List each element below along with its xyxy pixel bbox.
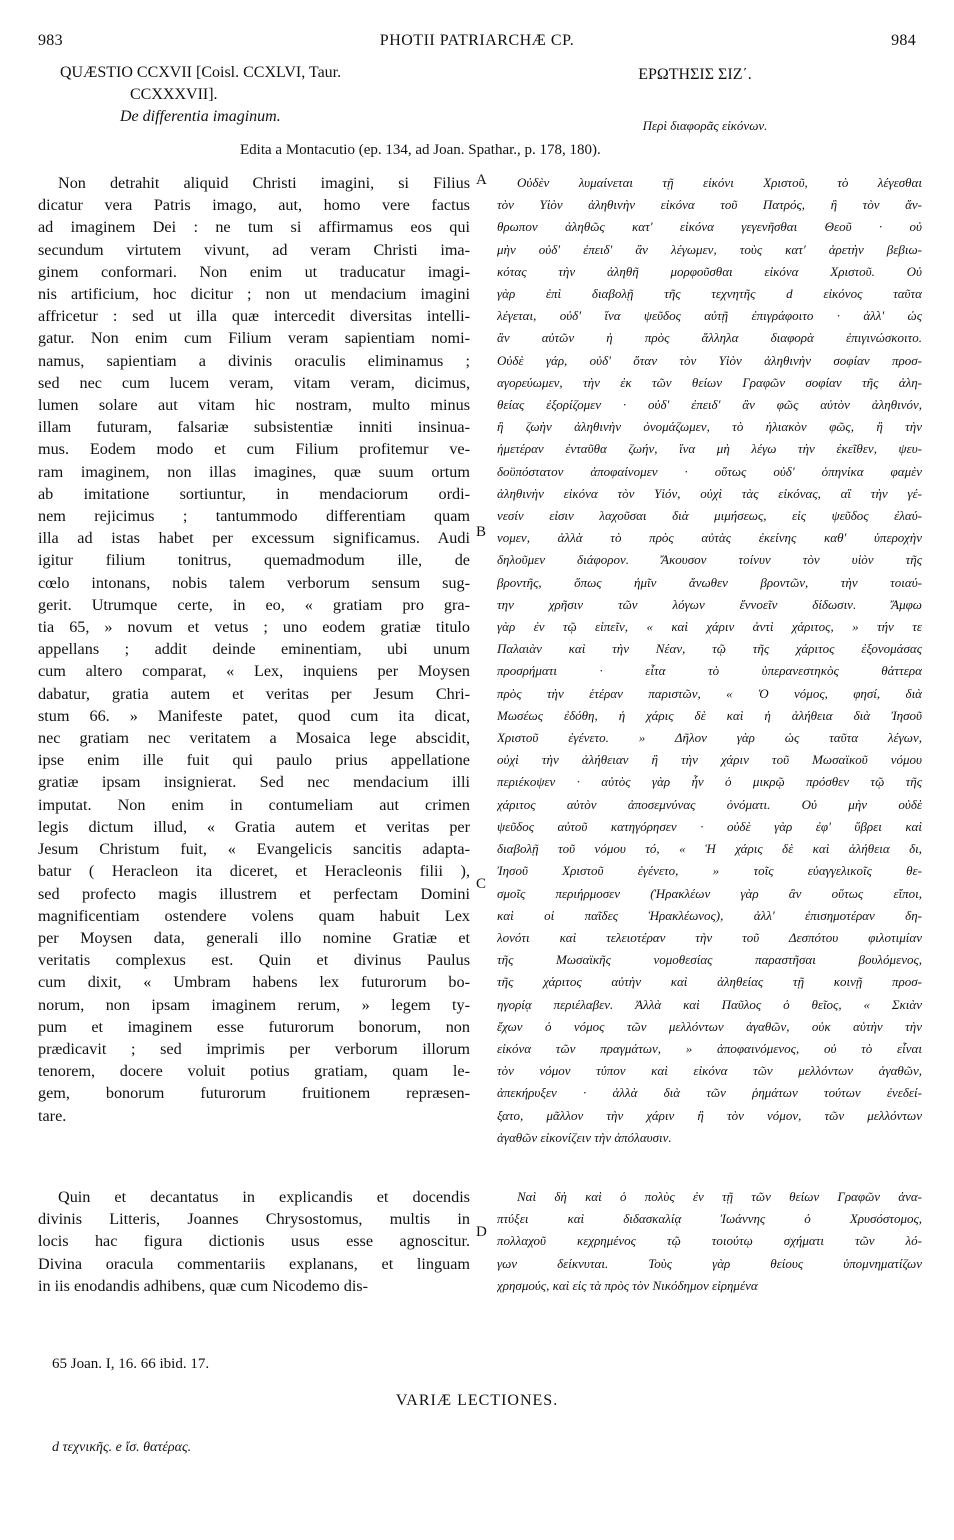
text-line: εἰκόνα τῶν πραγμάτων, » ἀποφαινόμενος, οὐ τὸ εἶναι bbox=[497, 1040, 922, 1056]
text-line: pum et imaginem esse futurorum bonorum, non bbox=[38, 1017, 470, 1036]
text-line: Παλαιὰν καὶ τὴν Νέαν, τῷ τῆς χάριτος ἐξονομάσας bbox=[497, 641, 922, 657]
latin-column-paragraph-2 bbox=[38, 1186, 470, 1297]
text-line: nec gratiam nec veritatem a Mosaica lege abscidit, bbox=[38, 729, 470, 748]
text-line: secundum virtutem vivunt, ad veram Christi ima- bbox=[38, 240, 470, 259]
text-line: τῆς χάριτος αὐτὴν καὶ ἀληθείας τῇ κοινῇ προσ- bbox=[497, 974, 922, 990]
page-number-left: 983 bbox=[38, 32, 63, 49]
text-line: illa ad istas habet per excessum significamus. Audi bbox=[38, 529, 470, 548]
text-line: ψεῦδος αὐτοῦ κατηγόρησεν · οὐδὲ γὰρ ἐφ' ὕβρει καὶ bbox=[497, 818, 922, 834]
variae-lectiones-heading: VARIÆ LECTIONES. bbox=[395, 1392, 559, 1409]
text-line: θείας ἐξορίζομεν · οὐδ' ἐπειδ' ἂν φῶς αὐτὸν ἀληθινόν, bbox=[497, 397, 922, 413]
text-line: ἀγαθῶν εἰκονίζειν τὴν ἀπόλαυσιν. bbox=[497, 1129, 672, 1145]
text-line: magnificentiam ostendere volens quam habuit Lex bbox=[38, 906, 470, 925]
text-line: χάριτος αὐτὸν ἀποσεμνύνας ὀνόματι. Οὐ μὴν οὐδὲ bbox=[497, 796, 922, 812]
text-line: την χρῆσιν τῶν λόγων ἔννοεῖν δίδωσιν. Ἄμφω bbox=[497, 596, 922, 612]
text-line: ab imitatione sortiuntur, in mendaciorum ordi- bbox=[38, 484, 470, 503]
page-number-right: 984 bbox=[891, 32, 916, 49]
text-line: ἢ ζωὴν ἀληθινὴν ὀνομάζωμεν, τὸ ἡλιακὸν φῶς, ἢ τὴν bbox=[497, 419, 922, 435]
text-line: divinis Litteris, Joannes Chrysostomus, multis in bbox=[38, 1210, 470, 1229]
text-line: affricetur : sed ut illa quæ intercedit diversitas intelli- bbox=[38, 307, 470, 326]
text-line: ad imaginem Dei : ne tum si affirmamus eos qui bbox=[38, 218, 470, 237]
text-line: πρὸς τὴν ἑτέραν παριστῶν, « Ὁ νόμος, φησί, διὰ bbox=[497, 685, 922, 701]
text-line: Μωσέως ἐδόθη, ἡ χάρις δὲ καὶ ἡ ἀλήθεια διὰ Ἰησοῦ bbox=[497, 707, 922, 723]
text-line: γων δείκνυται. Τοὺς γὰρ θείους ὑπομνηματίζων bbox=[497, 1255, 922, 1271]
text-line: νεσίν εἰσιν λαχοῦσαι διὰ μιμήσεως, εἰς ψεῦδος ἐλαύ- bbox=[497, 508, 922, 524]
text-line: ηγορίᾳ περιέλαβεν. Ἀλλὰ καὶ Παῦλος ὁ θεῖος, « Σκιὰν bbox=[497, 996, 922, 1012]
page-header bbox=[38, 32, 916, 56]
text-line: λονότι καὶ τελειοτέραν τὴν τοῦ Δεσπότου φιλοτιμίαν bbox=[497, 929, 922, 945]
footnotes: 65 Joan. I, 16. 66 ibid. 17. bbox=[52, 1356, 210, 1372]
text-line: διαβολῇ τοῦ νόμου τό, « Ἡ χάρις δὲ καὶ ἀλήθεια δι, bbox=[497, 841, 922, 857]
text-line: per Moysen data, generali illo nomine Gratiæ et bbox=[38, 928, 470, 947]
text-line: γὰρ ἐπὶ διαβολῇ τῆς τεχνητῆς d εἰκόνος ταῦτα bbox=[497, 286, 922, 302]
text-line: gerit. Utrumque certe, in eo, « gratiam pro gra- bbox=[38, 595, 470, 614]
text-line: βροντῆς, ὅπως ἡμῖν ἄνωθεν βροντῶν, τὴν τοιαύ- bbox=[497, 574, 922, 590]
text-line: sed nec cum lucem veram, vitam veram, dicimus, bbox=[38, 373, 470, 392]
text-line: ἡμετέραν ἐνταῦθα ζωήν, ἵνα μὴ λέγω τὴν ἐκεῖθεν, ψευ- bbox=[497, 441, 922, 457]
text-line: δηλοῦμεν διάφορον. Ἄκουσον τοίνυν τὸν υἱὸν τῆς bbox=[497, 552, 922, 568]
text-line: Jesum Christum fuit, « Evangelicis sancitis adapta- bbox=[38, 840, 470, 859]
text-line: in iis enodandis adhibens, quæ cum Nicodemo dis- bbox=[38, 1276, 369, 1295]
text-line: stum 66. » Manifeste patet, quod cum ita dicat, bbox=[38, 706, 470, 725]
text-line: namus, sapientiam a divinis oraculis eliminamus ; bbox=[38, 351, 470, 370]
text-line: σμοῖς περιήρμοσεν (Ἡρακλέων γὰρ ἂν οὕτως εἴποι, bbox=[497, 885, 922, 901]
margin-mark-c: C bbox=[476, 876, 487, 892]
text-line: gem, bonorum futurorum fruitionem repræsen- bbox=[38, 1084, 470, 1103]
text-line: prædicavit ; sed imprimis per verborum illorum bbox=[38, 1039, 470, 1058]
text-line: batur ( Heracleon ita diceret, et Heracleonis filii ), bbox=[38, 862, 470, 881]
text-line: ἀπεκήρυξεν · ἀλλὰ διὰ τῶν ῥημάτων τούτων ἐνεδεί- bbox=[497, 1085, 922, 1101]
text-line: cœlo intonans, nobis talem verborum sensum sug- bbox=[38, 573, 470, 592]
text-line: cum dixit, « Umbram habens lex futurorum bo- bbox=[38, 973, 470, 992]
text-line: gatur. Non enim cum Filium veram sapientiam nomi- bbox=[38, 329, 470, 348]
greek-column-paragraph-2 bbox=[497, 1186, 922, 1297]
text-line: μὴν οὐδ' ἐπειδ' ἂν λέγωμεν, τοὺς κατ' ἀρετὴν βεβιω- bbox=[497, 241, 922, 257]
text-line: Οὐδὲ γάρ, οὐδ' ὅταν τὸν Υἱὸν ἀληθινὴν σοφίαν προσ- bbox=[497, 352, 922, 368]
text-line: norum, non ipsam imaginem rerum, » legem ty- bbox=[38, 995, 470, 1014]
text-line: ἀληθινὴν εἰκόνα τὸν Υἱόν, οὐχὶ τὰς εἰκόνας, αἳ τὴν γέ- bbox=[497, 485, 922, 501]
text-line: οὐχὶ τὴν ἀλήθειαν ἢ τὴν χάριν τοῦ Μωσαϊκοῦ νόμου bbox=[497, 752, 922, 768]
text-line: nis artificium, hoc dicitur ; non ut mendacium imagini bbox=[38, 285, 470, 304]
text-line: προσρήματι · εἶτα τὸ ὑπερανεστηκὸς θάττερα bbox=[497, 663, 922, 679]
text-line: καὶ οἱ παῖδες Ἡρακλέωνος), ἀλλ' ἐπισημοτέραν δη- bbox=[497, 907, 922, 923]
text-line: dabatur, gratia autem et veritas per Jesum Chri- bbox=[38, 684, 470, 703]
text-line: ἔχων ὁ νόμος τῶν μελλόντων ἀγαθῶν, οὐκ αὐτὴν τὴν bbox=[497, 1018, 922, 1034]
text-line: igitur filium tonitrus, quemadmodum ille, de bbox=[38, 551, 470, 570]
text-line: δοϋπόστατον ἀποφαίνομεν · οὕτως οὐδ' ὁπηνίκα φαμὲν bbox=[497, 463, 922, 479]
running-title: PHOTII PATRIARCHÆ CP. bbox=[379, 32, 575, 49]
text-line: νομεν, ἀλλὰ τὸ πρὸς αὐτὰς ἐκείνης καθ' ὑπεροχὴν bbox=[497, 530, 922, 546]
latin-column-paragraph-1 bbox=[38, 172, 470, 1127]
margin-mark-a: A bbox=[476, 172, 487, 188]
text-line: nem rejicimus ; tantummodo differentiam quam bbox=[38, 507, 470, 526]
text-line: imputat. Non enim in contumeliam aut crimen bbox=[38, 795, 470, 814]
text-line: illam futuram, falsariæ subsistentiæ inniti insinua- bbox=[38, 418, 470, 437]
text-line: cum altero comparat, « Lex, inquiens per Moysen bbox=[38, 662, 470, 681]
greek-subheading: Περὶ διαφορᾶς εἰκόνων. bbox=[642, 118, 768, 133]
text-line: tare. bbox=[38, 1106, 67, 1125]
text-line: πολλαχοῦ κεχρημένος τῷ τοιούτῳ σχήματι τῶν λό- bbox=[497, 1233, 922, 1249]
text-line: Ναὶ δὴ καὶ ὁ πολὺς ἐν τῇ τῶν θείων Γραφῶν ἀνα- bbox=[517, 1189, 922, 1204]
text-line: Quin et decantatus in explicandis et docendis bbox=[58, 1188, 470, 1206]
edition-note: Edita a Montacutio (ep. 134, ad Joan. Spathar., p. 178, 180). bbox=[240, 142, 601, 158]
text-line: Χριστοῦ ἐγένετο. » Δῆλον γὰρ ὡς ταῦτα λέγων, bbox=[497, 730, 922, 746]
greek-column-paragraph-1 bbox=[497, 172, 922, 1149]
text-line: locis hac figura dictionis usus esse agnoscitur. bbox=[38, 1232, 470, 1251]
text-line: γὰρ ἐν τῷ εἰπεῖν, « καὶ χάριν ἀντὶ χάριτος, » τήν τε bbox=[497, 619, 922, 635]
text-line: sed profecto magis illustrem et perfectam Domini bbox=[38, 884, 470, 903]
text-line: mus. Eodem modo et cum Filium profitemur ve- bbox=[38, 440, 470, 459]
latin-heading bbox=[60, 62, 480, 128]
margin-mark-d: D bbox=[476, 1224, 487, 1240]
text-line: Divina oracula commentariis explanans, et linguam bbox=[38, 1254, 470, 1273]
text-line: κότας τὴν ἀληθῆ μορφοῦσθαι εἰκόνα Χριστοῦ. Οὐ bbox=[497, 263, 922, 279]
latin-heading-line-2: CCXXXVII]. bbox=[130, 86, 218, 103]
text-line: ξατο, μᾶλλον τὴν χάριν ἢ τὸν νόμον, τῶν μελλόντων bbox=[497, 1107, 922, 1123]
text-line: ipse enim ille fuit qui paulo prius appellatione bbox=[38, 751, 470, 770]
text-line: appellans ; addit deinde eminentiam, ubi unum bbox=[38, 640, 470, 659]
text-line: Οὐδὲν λυμαίνεται τῇ εἰκόνι Χριστοῦ, τὸ λέγεσθαι bbox=[517, 175, 922, 190]
text-line: ram imaginem, non illas imagines, quæ suum ortum bbox=[38, 462, 470, 481]
text-line: ἂν αὐτῶν ἡ πρὸς ἄλληλα διαφορὰ ἐπιγινώσκοιτο. bbox=[497, 330, 922, 346]
text-line: αγορεύωμεν, τὴν ἐκ τῶν θείων Γραφῶν σοφίαν τῆς ἀλη- bbox=[497, 374, 922, 390]
text-line: τῆς Μωσαϊκῆς νομοθεσίας παραστῆσαι βουλόμενος, bbox=[497, 952, 922, 968]
text-line: Ἰησοῦ Χριστοῦ ἐγένετο, » τοῖς εὐαγγελικοῖς θε- bbox=[497, 863, 922, 879]
text-line: tenorem, docere voluit potius gratiam, quam le- bbox=[38, 1062, 470, 1081]
margin-mark-b: B bbox=[476, 524, 487, 540]
variae-lectiones-text: d τεχνικῆς. e ἴσ. θατέρας. bbox=[52, 1440, 192, 1455]
text-line: περιέκοψεν · αὐτὸς γὰρ ἦν ὁ μικρῷ πρόσθεν τῷ τῆς bbox=[497, 774, 922, 790]
text-line: gratiæ ipsam insignierat. Sed nec mendacium illi bbox=[38, 773, 470, 792]
text-line: lumen solare aut vitam hic nostram, multo minus bbox=[38, 396, 470, 415]
text-line: λέγεται, οὐδ' ἵνα ψεῦδος αὐτῇ ἐπιγράφοιτο · ἀλλ' ὡς bbox=[497, 308, 922, 324]
text-line: ginem conformari. Non enim ut traducatur imagi- bbox=[38, 262, 470, 281]
latin-heading-line-3: De differentia imaginum. bbox=[120, 108, 281, 125]
text-line: πτύξει καὶ διδασκαλίᾳ Ἰωάννης ὁ Χρυσόστομος, bbox=[497, 1211, 922, 1227]
latin-heading-line-1: QUÆSTIO CCXVII [Coisl. CCXLVI, Taur. bbox=[60, 64, 342, 81]
text-line: dicatur vera Patris imago, aut, homo vere factus bbox=[38, 196, 470, 215]
text-line: veritatis complexus est. Quin et divinus Paulus bbox=[38, 951, 470, 970]
text-line: legis dictum illud, « Gratia autem et veritas per bbox=[38, 817, 470, 836]
greek-heading: ΕΡΩΤΗΣΙΣ ΣΙΖ΄. bbox=[638, 66, 752, 83]
text-line: θρωπον ἀληθῶς κατ' εἰκόνα γεγενῆσθαι Θεοῦ · οὐ bbox=[497, 219, 922, 235]
text-line: τὸν νόμον τύπον καὶ εἰκόνα τῶν μελλόντων ἀγαθῶν, bbox=[497, 1063, 922, 1079]
text-line: tia 65, » novum et vetus ; uno eodem gratiæ titulo bbox=[38, 618, 470, 637]
text-line: τὸν Υἱὸν ἀληθινὴν εἰκόνα τοῦ Πατρός, ἢ τὸν ἄν- bbox=[497, 197, 922, 213]
text-line: χρησμούς, καὶ εἰς τὰ πρὸς τὸν Νικόδημον εἰρημένα bbox=[497, 1277, 758, 1293]
text-line: Non detrahit aliquid Christi imagini, si Filius bbox=[58, 174, 470, 192]
